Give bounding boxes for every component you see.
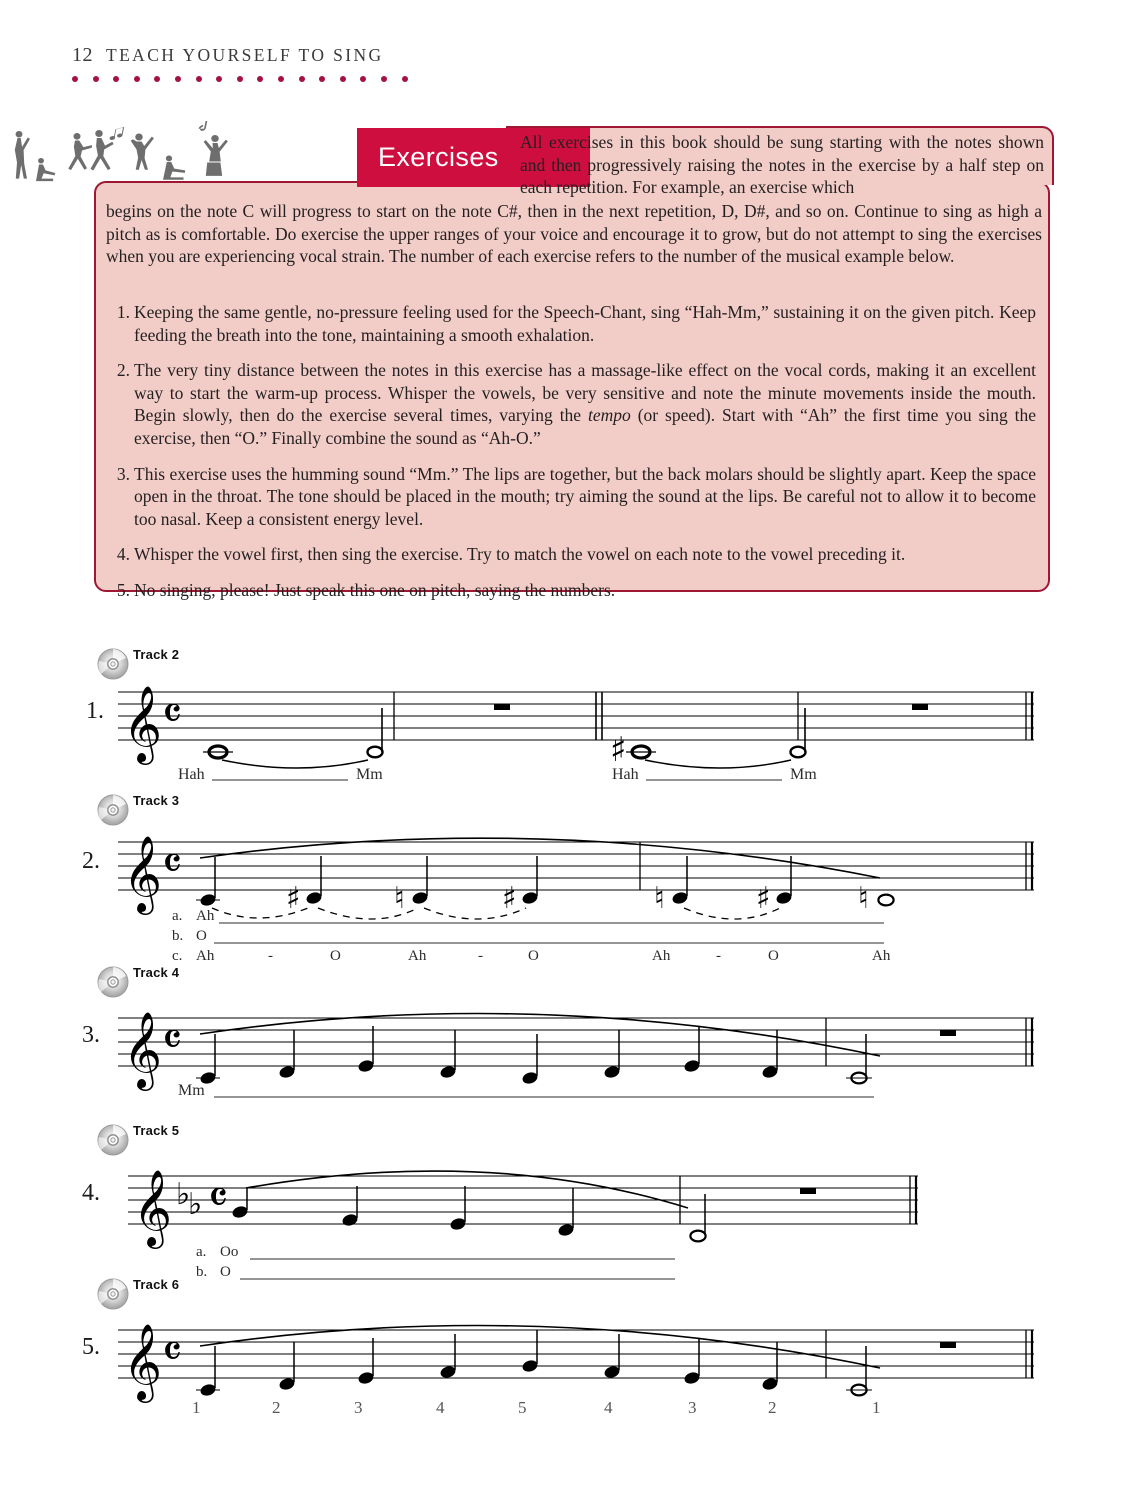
- lyric-hah-2: Hah: [612, 766, 639, 783]
- sharp-accidental: ♯: [502, 881, 517, 916]
- track-label: Track 5: [133, 1123, 180, 1138]
- lyric-mm-3: Mm: [178, 1082, 205, 1099]
- lyric-extender-a: [219, 921, 884, 925]
- lyric-extender-2: [646, 778, 782, 782]
- track-label: Track 4: [133, 965, 180, 980]
- lyric-label-a: a.: [172, 908, 183, 924]
- lyric-c-syl-5: -: [478, 948, 483, 964]
- cd-icon: [95, 964, 131, 1000]
- time-signature-4-4: 𝄴: [162, 837, 183, 890]
- decorative-dot: [196, 76, 202, 82]
- lyric-label-o-b: b.: [196, 1264, 208, 1280]
- page-header: [72, 44, 1050, 82]
- lyric-c-syl-8: -: [716, 948, 721, 964]
- phrase-slur: [246, 1171, 688, 1208]
- lyric-extender-o: [240, 1277, 675, 1281]
- list-item-text: The very tiny distance between the notes in this exercise has a massage-like effect on the vocal cords, making it an excellent way to start the warm-up process. Whisper the vowels, be very sensitive and note the minute movements inside the mouth. Begin slowly, then do the exercise several times, varying the: [134, 360, 1036, 426]
- lyric-text-a: Ah: [196, 908, 215, 924]
- number-lyric-1: 1: [192, 1398, 201, 1417]
- natural-accidental: ♮: [654, 881, 665, 916]
- exercise-number-5: 5.: [82, 1334, 100, 1360]
- exercises-callout-box: [94, 132, 1050, 600]
- list-item-number: 5.: [116, 579, 130, 600]
- treble-clef-icon: 𝄞: [123, 835, 163, 912]
- decorative-dot-rule: [72, 76, 1050, 82]
- decorative-dot: [319, 76, 325, 82]
- sharp-accidental: ♯: [610, 730, 627, 770]
- exercise-silhouettes-illustration: [3, 121, 268, 187]
- list-item: [116, 301, 1036, 346]
- list-item-text: Keeping the same gentle, no-pressure feeling used for the Speech-Chant, sing “Hah-Mm,” sustaining it on the given pitch. Keep feeding the breath into the tone, maintaining a smooth exhalation.: [134, 302, 1036, 345]
- number-lyric-9: 1: [872, 1398, 881, 1417]
- track-label: Track 6: [133, 1277, 180, 1292]
- treble-clef-icon: 𝄞: [123, 1011, 163, 1088]
- treble-clef-icon: 𝄞: [123, 1323, 163, 1400]
- staff-notation-2: [118, 828, 1058, 958]
- treble-clef-icon: 𝄞: [133, 1169, 173, 1246]
- lyric-text-b: O: [196, 928, 207, 944]
- staff-notation-5: [118, 1316, 1058, 1436]
- list-item-number: 2.: [116, 360, 130, 381]
- cd-icon: [95, 1276, 131, 1312]
- intro-paragraph-rest: begins on the note C will progress to start on the note C#, then in the next repetition, D, D#, and so on. Continue to sing as high a pitch as is comfortable. Do exercise the upper ranges of your voice and encourage it to grow, but do not attempt to sing the exercises when you are experiencing vocal strain. The number of each exercise refers to the number of the musical example below.: [106, 201, 1042, 266]
- lyric-label-c: c.: [172, 948, 183, 964]
- number-lyric-4: 4: [436, 1398, 445, 1417]
- lyric-c-syl-1: Ah: [196, 948, 215, 964]
- treble-clef-icon: 𝄞: [123, 685, 163, 762]
- phrase-slur: [200, 1326, 880, 1368]
- number-lyric-2: 2: [272, 1398, 281, 1417]
- track-marker-4: [95, 1122, 179, 1158]
- number-lyric-8: 2: [768, 1398, 777, 1417]
- exercise-number-3: 3.: [82, 1022, 100, 1048]
- header-title-line: [72, 44, 1050, 67]
- decorative-dot: [134, 76, 140, 82]
- decorative-dot: [360, 76, 366, 82]
- cd-icon: [95, 646, 131, 682]
- list-item-text: Whisper the vowel first, then sing the exercise. Try to match the vowel on each note to the vowel preceding it.: [134, 544, 906, 565]
- exercise-instruction-list: [106, 301, 1036, 615]
- decorative-dot: [381, 76, 387, 82]
- flat-accidental: ♭: [188, 1187, 203, 1222]
- lyric-mm-1: Mm: [356, 766, 383, 783]
- decorative-dot: [257, 76, 263, 82]
- decorative-dot: [278, 76, 284, 82]
- list-item-text: This exercise uses the humming sound “Mm.” The lips are together, but the back molars should be slightly apart. Keep the space open in the throat. The tone should be placed in the mouth; try aiming the sound at the lips. Be careful not to allow it to become too nasal. Keep a consistent energy level.: [134, 463, 1036, 529]
- lyric-hah-1: Hah: [178, 766, 205, 783]
- decorative-dot: [299, 76, 305, 82]
- list-item-text: No singing, please! Just speak this one on pitch, saying the numbers.: [134, 579, 616, 600]
- decorative-dot: [175, 76, 181, 82]
- lyric-c-syl-10: Ah: [872, 948, 891, 964]
- exercises-banner-label: Exercises: [378, 142, 499, 172]
- number-lyric-5: 5: [518, 1398, 527, 1417]
- decorative-dot: [113, 76, 119, 82]
- book-title: TEACH YOURSELF TO SING: [106, 45, 384, 65]
- lyric-label-b: b.: [172, 928, 184, 944]
- lyric-c-syl-2: -: [268, 948, 273, 964]
- number-lyric-3: 3: [354, 1398, 363, 1417]
- time-signature-4-4: 𝄴: [162, 1325, 183, 1378]
- number-lyric-6: 4: [604, 1398, 613, 1417]
- list-item-number: 4.: [116, 544, 130, 565]
- lyric-c-syl-9: O: [768, 948, 779, 964]
- intro-paragraph-head: All exercises in this book should be sung starting with the notes shown and then progressively raising the notes in the exercise by a half step on each repetition. For example, an exercise which: [520, 132, 1044, 197]
- staff-notation-3: [118, 1004, 1058, 1124]
- time-signature-4-4: 𝄴: [208, 1171, 229, 1224]
- decorative-dot: [154, 76, 160, 82]
- exercise-number-2: 2.: [82, 848, 100, 874]
- natural-accidental: ♮: [394, 881, 405, 916]
- track-marker-5: [95, 1276, 179, 1312]
- track-label: Track 3: [133, 793, 180, 808]
- lyric-text-o: O: [220, 1264, 231, 1280]
- time-signature-4-4: 𝄴: [162, 687, 183, 740]
- list-item-text-italic: tempo: [588, 405, 631, 426]
- cd-icon: [95, 1122, 131, 1158]
- exercise-number-4: 4.: [82, 1180, 100, 1206]
- lyric-c-syl-6: O: [528, 948, 539, 964]
- list-item-text-tail: (or speed). Start with “Ah” the first time you sing the exercise, then “O.” Finally combine the sound as “Ah-O.”: [134, 405, 1037, 448]
- track-marker-1: [95, 646, 179, 682]
- decorative-dot: [72, 76, 78, 82]
- list-item: [116, 543, 1036, 566]
- phrase-slur: [200, 1014, 880, 1056]
- flat-accidental: ♭: [176, 1177, 191, 1212]
- number-lyric-7: 3: [688, 1398, 697, 1417]
- track-label: Track 2: [133, 647, 180, 662]
- lyric-extender-oo: [250, 1257, 675, 1261]
- decorative-dot: [216, 76, 222, 82]
- lyric-text-oo: Oo: [220, 1244, 239, 1260]
- lyric-label-oo-a: a.: [196, 1244, 207, 1260]
- lyric-c-syl-3: O: [330, 948, 341, 964]
- natural-accidental: ♮: [858, 881, 869, 916]
- lyric-extender-b: [214, 941, 884, 945]
- track-marker-2: [95, 792, 179, 828]
- phrase-slur: [200, 838, 880, 878]
- time-signature-4-4: 𝄴: [162, 1013, 183, 1066]
- decorative-dot: [237, 76, 243, 82]
- track-marker-3: [95, 964, 179, 1000]
- list-item: [116, 463, 1036, 531]
- list-item-number: 3.: [116, 463, 130, 484]
- staff-notation-4: [128, 1162, 968, 1287]
- lyric-extender-mm: [214, 1095, 874, 1099]
- staff-notation-1: [118, 682, 1038, 802]
- decorative-dot: [340, 76, 346, 82]
- decorative-dot: [402, 76, 408, 82]
- sharp-accidental: ♯: [286, 881, 301, 916]
- page-number: 12: [72, 44, 93, 66]
- decorative-dot: [93, 76, 99, 82]
- list-item-number: 1.: [116, 302, 130, 322]
- exercise-number-1: 1.: [86, 698, 104, 724]
- lyric-mm-2: Mm: [790, 766, 817, 783]
- lyric-c-syl-4: Ah: [408, 948, 427, 964]
- sharp-accidental: ♯: [756, 881, 771, 916]
- lyric-extender-1: [212, 778, 348, 782]
- list-item: [116, 579, 1036, 602]
- lyric-c-syl-7: Ah: [652, 948, 671, 964]
- cd-icon: [95, 792, 131, 828]
- list-item: [116, 359, 1037, 449]
